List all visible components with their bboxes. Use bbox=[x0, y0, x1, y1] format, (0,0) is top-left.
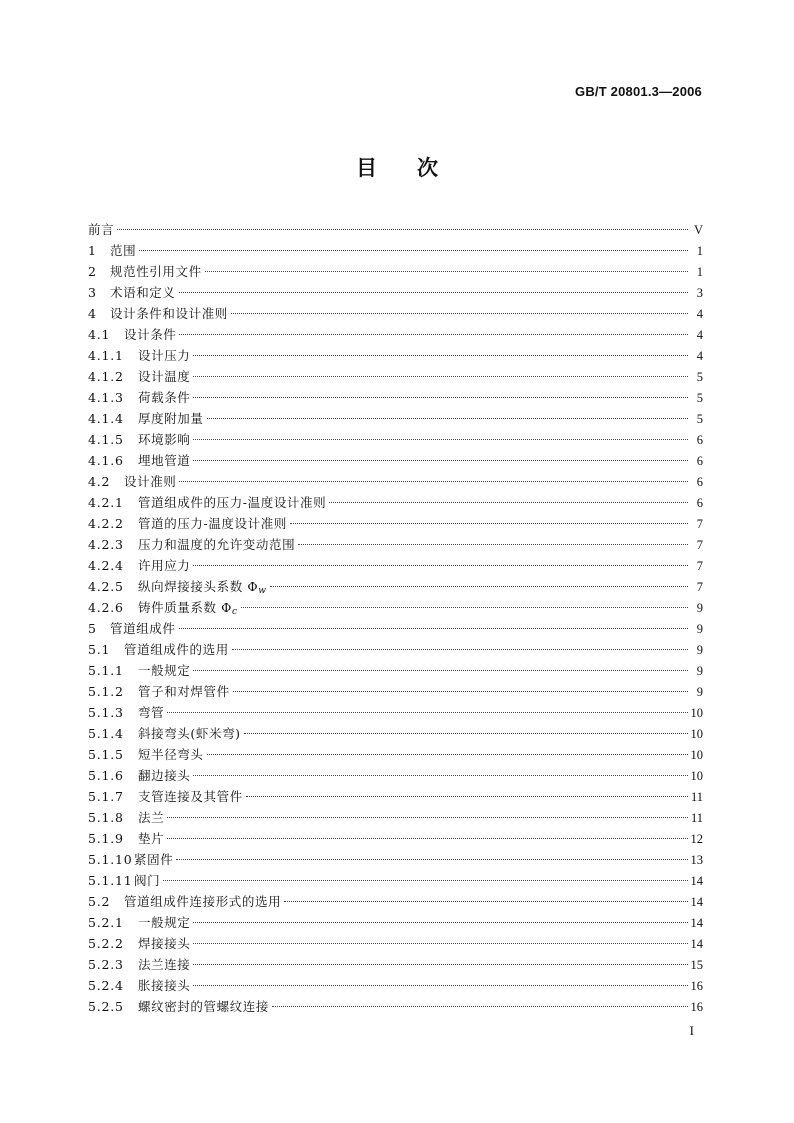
toc-entry-title-text: 埋地管道 bbox=[138, 453, 191, 468]
toc-entry-title bbox=[138, 702, 164, 723]
toc-entry-number: 4.1.1 bbox=[88, 348, 124, 363]
toc-entry-title bbox=[138, 408, 204, 429]
toc-entry[interactable] bbox=[88, 933, 703, 954]
toc-entry-title-text: 支管连接及其管件 bbox=[138, 789, 243, 804]
dot-leader bbox=[176, 859, 687, 860]
toc-entry[interactable] bbox=[88, 807, 703, 828]
dot-leader bbox=[241, 607, 688, 608]
toc-entry-title-text: 螺纹密封的管螺纹连接 bbox=[138, 999, 270, 1014]
toc-entry-title-text: 设计温度 bbox=[138, 369, 191, 384]
toc-entry-title bbox=[88, 219, 114, 240]
dot-leader bbox=[193, 985, 687, 986]
toc-entry[interactable] bbox=[88, 282, 703, 303]
toc-entry-number: 5.1.2 bbox=[88, 684, 124, 699]
toc-entry-title bbox=[110, 618, 176, 639]
dot-leader bbox=[193, 775, 687, 776]
toc-entry-title-text: 阀门 bbox=[134, 873, 161, 888]
toc-entry-title bbox=[124, 639, 229, 660]
toc-entry[interactable] bbox=[88, 450, 703, 471]
toc-entry[interactable] bbox=[88, 723, 703, 744]
toc-entry-page: 14 bbox=[690, 937, 703, 951]
toc-entry-title-text: 管道组成件的选用 bbox=[124, 642, 229, 657]
toc-entry-title-text: 斜接弯头(虾米弯) bbox=[138, 726, 241, 741]
dot-leader bbox=[232, 649, 688, 650]
table-of-contents bbox=[88, 219, 703, 1017]
dot-leader bbox=[193, 355, 688, 356]
toc-entry-title bbox=[110, 282, 176, 303]
toc-entry-page: 10 bbox=[690, 769, 703, 783]
toc-entry-page: 5 bbox=[696, 370, 703, 384]
dot-leader bbox=[193, 943, 687, 944]
toc-entry-title-text: 压力和温度的允许变动范围 bbox=[138, 537, 296, 552]
toc-entry[interactable] bbox=[88, 828, 703, 849]
dot-leader bbox=[193, 565, 688, 566]
toc-entry[interactable] bbox=[88, 261, 703, 282]
toc-entry-title-text: 术语和定义 bbox=[110, 285, 176, 300]
toc-entry-title bbox=[138, 933, 190, 954]
dot-leader bbox=[193, 922, 687, 923]
toc-entry[interactable] bbox=[88, 387, 703, 408]
toc-entry-page: V bbox=[693, 223, 703, 237]
toc-entry-title-text: 许用应力 bbox=[138, 558, 191, 573]
toc-entry[interactable] bbox=[88, 324, 703, 345]
dot-leader bbox=[179, 481, 688, 482]
toc-entry-title-text: 厚度附加量 bbox=[138, 411, 204, 426]
toc-entry-title-text: 管子和对焊管件 bbox=[138, 684, 230, 699]
toc-entry-page: 14 bbox=[690, 916, 703, 930]
toc-entry-title bbox=[124, 891, 281, 912]
toc-entry-page: 11 bbox=[690, 811, 703, 825]
toc-entry[interactable] bbox=[88, 702, 703, 723]
page-number: I bbox=[689, 1023, 694, 1038]
toc-entry-title bbox=[138, 681, 230, 702]
toc-entry-number: 5.1.10 bbox=[88, 852, 133, 867]
toc-entry-page: 14 bbox=[690, 874, 703, 888]
dot-leader bbox=[246, 796, 688, 797]
toc-entry-title bbox=[134, 849, 173, 870]
toc-entry-number: 5.1.9 bbox=[88, 831, 124, 846]
toc-entry-page: 9 bbox=[696, 601, 703, 615]
toc-entry-page: 9 bbox=[696, 643, 703, 657]
dot-leader bbox=[290, 523, 688, 524]
toc-entry-page: 10 bbox=[690, 748, 703, 762]
dot-leader bbox=[193, 964, 687, 965]
toc-entry-title-text: 前言 bbox=[88, 222, 115, 237]
toc-entry-number: 5.2 bbox=[88, 894, 111, 909]
toc-entry-page: 9 bbox=[696, 664, 703, 678]
toc-entry-number: 4.1.5 bbox=[88, 432, 124, 447]
toc-entry-title-text: 一般规定 bbox=[138, 915, 191, 930]
toc-entry-number: 5 bbox=[88, 621, 97, 636]
toc-entry-title-text: 短半径弯头 bbox=[138, 747, 204, 762]
toc-entry-page: 4 bbox=[696, 307, 703, 321]
dot-leader bbox=[284, 901, 687, 902]
toc-entry-number: 5.1.1 bbox=[88, 663, 124, 678]
toc-entry-title-text: 范围 bbox=[110, 243, 137, 258]
dot-leader bbox=[329, 502, 688, 503]
toc-entry-number: 5.1.8 bbox=[88, 810, 124, 825]
dot-leader bbox=[179, 292, 688, 293]
toc-entry[interactable] bbox=[88, 408, 703, 429]
toc-entry-number: 4.2 bbox=[88, 474, 111, 489]
toc-entry-title-text: 设计条件和设计准则 bbox=[110, 306, 228, 321]
toc-entry-page: 6 bbox=[696, 433, 703, 447]
dot-leader bbox=[298, 544, 688, 545]
dot-leader bbox=[139, 250, 688, 251]
toc-entry-title bbox=[110, 303, 228, 324]
toc-entry-title-text: 管道组成件 bbox=[110, 621, 176, 636]
toc-entry[interactable] bbox=[88, 870, 703, 891]
toc-entry-page: 16 bbox=[690, 979, 703, 993]
toc-entry[interactable] bbox=[88, 345, 703, 366]
toc-entry[interactable] bbox=[88, 744, 703, 765]
toc-entry-page: 9 bbox=[696, 685, 703, 699]
toc-entry-page: 13 bbox=[690, 853, 703, 867]
toc-entry-title bbox=[138, 366, 190, 387]
dot-leader bbox=[167, 817, 688, 818]
toc-entry-number: 5.1.3 bbox=[88, 705, 124, 720]
dot-leader bbox=[193, 397, 688, 398]
toc-entry-page: 12 bbox=[690, 832, 703, 846]
dot-leader bbox=[193, 376, 688, 377]
toc-entry-title bbox=[138, 492, 326, 513]
toc-entry-number: 3 bbox=[88, 285, 97, 300]
toc-entry-page: 4 bbox=[696, 349, 703, 363]
toc-entry[interactable] bbox=[88, 618, 703, 639]
toc-entry-number: 4.2.5 bbox=[88, 579, 124, 594]
toc-entry-number: 5.2.1 bbox=[88, 915, 124, 930]
toc-entry-number: 4.1 bbox=[88, 327, 111, 342]
toc-title: 目次 bbox=[356, 155, 478, 180]
toc-entry-title bbox=[110, 261, 202, 282]
toc-entry-title-text: 法兰连接 bbox=[138, 957, 191, 972]
toc-entry-title bbox=[124, 471, 176, 492]
toc-entry-title bbox=[124, 324, 176, 345]
toc-entry-title bbox=[134, 870, 160, 891]
toc-entry-number: 4.1.4 bbox=[88, 411, 124, 426]
toc-entry-number: 2 bbox=[88, 264, 97, 279]
toc-entry-page: 7 bbox=[696, 517, 703, 531]
toc-entry[interactable] bbox=[88, 240, 703, 261]
toc-entry-title-text: 法兰 bbox=[138, 810, 165, 825]
toc-entry-subscript: c bbox=[232, 607, 238, 617]
toc-entry-page: 10 bbox=[690, 727, 703, 741]
toc-entry-page: 7 bbox=[696, 559, 703, 573]
toc-entry-title-text: 胀接接头 bbox=[138, 978, 191, 993]
dot-leader bbox=[270, 586, 688, 587]
toc-entry-number: 5.2.5 bbox=[88, 999, 124, 1014]
toc-entry-title-text: 垫片 bbox=[138, 831, 165, 846]
toc-entry-title-text: 紧固件 bbox=[134, 852, 174, 867]
toc-entry-title-text: 翻边接头 bbox=[138, 768, 191, 783]
toc-entry-page: 15 bbox=[690, 958, 703, 972]
toc-entry[interactable] bbox=[88, 681, 703, 702]
dot-leader bbox=[207, 418, 688, 419]
toc-entry-page: 6 bbox=[696, 475, 703, 489]
dot-leader bbox=[179, 628, 688, 629]
toc-entry[interactable] bbox=[88, 219, 703, 240]
toc-entry-page: 1 bbox=[696, 265, 703, 279]
toc-entry-number: 5.1.11 bbox=[88, 873, 133, 888]
toc-entry-title-text: 弯管 bbox=[138, 705, 165, 720]
toc-entry-title bbox=[138, 450, 190, 471]
toc-entry-page: 3 bbox=[696, 286, 703, 300]
toc-entry-page: 7 bbox=[696, 538, 703, 552]
toc-entry-number: 5.1.4 bbox=[88, 726, 124, 741]
dot-leader bbox=[244, 733, 688, 734]
toc-entry-number: 1 bbox=[88, 243, 97, 258]
toc-entry-page: 1 bbox=[696, 244, 703, 258]
toc-entry-title bbox=[138, 765, 190, 786]
toc-entry[interactable] bbox=[88, 891, 703, 912]
dot-leader bbox=[231, 313, 688, 314]
toc-entry[interactable] bbox=[88, 576, 703, 597]
toc-entry-title bbox=[138, 996, 269, 1017]
toc-entry-title-text: 设计压力 bbox=[138, 348, 191, 363]
toc-entry-title-text: 管道组成件的压力-温度设计准则 bbox=[138, 495, 327, 510]
toc-entry[interactable] bbox=[88, 513, 703, 534]
toc-entry-number: 4.2.6 bbox=[88, 600, 124, 615]
document-id: GB/T 20801.3—2006 bbox=[575, 84, 702, 99]
dot-leader bbox=[233, 691, 688, 692]
toc-entry-page: 5 bbox=[696, 391, 703, 405]
toc-entry-title-text: 一般规定 bbox=[138, 663, 191, 678]
toc-entry-page: 5 bbox=[696, 412, 703, 426]
dot-leader bbox=[193, 439, 688, 440]
dot-leader bbox=[193, 460, 688, 461]
toc-entry-title bbox=[138, 828, 164, 849]
toc-entry-number: 5.1.5 bbox=[88, 747, 124, 762]
toc-entry-title-text: 管道组成件连接形式的选用 bbox=[124, 894, 282, 909]
toc-entry[interactable] bbox=[88, 660, 703, 681]
toc-entry-title bbox=[138, 912, 190, 933]
toc-entry-number: 5.2.3 bbox=[88, 957, 124, 972]
toc-entry-page: 10 bbox=[690, 706, 703, 720]
toc-entry-number: 4.1.2 bbox=[88, 369, 124, 384]
dot-leader bbox=[205, 271, 688, 272]
toc-entry-title-text: 环境影响 bbox=[138, 432, 191, 447]
toc-entry-number: 4.2.4 bbox=[88, 558, 124, 573]
dot-leader bbox=[167, 712, 687, 713]
toc-entry[interactable] bbox=[88, 786, 703, 807]
toc-entry-page: 14 bbox=[690, 895, 703, 909]
toc-entry-title-text: 设计准则 bbox=[124, 474, 177, 489]
dot-leader bbox=[179, 334, 688, 335]
toc-entry-page: 6 bbox=[696, 454, 703, 468]
toc-entry-number: 5.2.2 bbox=[88, 936, 124, 951]
toc-entry-page: 9 bbox=[696, 622, 703, 636]
toc-entry[interactable] bbox=[88, 366, 703, 387]
toc-entry[interactable] bbox=[88, 555, 703, 576]
toc-entry[interactable] bbox=[88, 303, 703, 324]
toc-entry-title bbox=[138, 975, 190, 996]
toc-entry-number: 4.1.3 bbox=[88, 390, 124, 405]
toc-entry-page: 4 bbox=[696, 328, 703, 342]
dot-leader bbox=[193, 670, 688, 671]
toc-entry-page: 7 bbox=[696, 580, 703, 594]
toc-entry[interactable] bbox=[88, 597, 703, 618]
toc-entry-title bbox=[110, 240, 136, 261]
toc-entry-title-text: 焊接接头 bbox=[138, 936, 191, 951]
toc-entry-number: 4.1.6 bbox=[88, 453, 124, 468]
toc-entry-title bbox=[138, 387, 190, 408]
toc-entry-title-text: 规范性引用文件 bbox=[110, 264, 202, 279]
toc-entry-title bbox=[138, 786, 243, 807]
toc-entry-page: 16 bbox=[690, 1000, 703, 1014]
toc-entry-title bbox=[138, 429, 190, 450]
toc-entry-subscript: w bbox=[258, 586, 267, 596]
toc-entry[interactable] bbox=[88, 534, 703, 555]
toc-entry-title-text: 荷载条件 bbox=[138, 390, 191, 405]
toc-entry[interactable] bbox=[88, 912, 703, 933]
toc-entry-title-text: 铸件质量系数 Φ bbox=[138, 600, 233, 615]
toc-entry-title bbox=[138, 954, 190, 975]
toc-entry-page: 6 bbox=[696, 496, 703, 510]
toc-entry-number: 5.1 bbox=[88, 642, 111, 657]
toc-entry[interactable] bbox=[88, 639, 703, 660]
toc-entry[interactable] bbox=[88, 492, 703, 513]
toc-entry-number: 4 bbox=[88, 306, 97, 321]
toc-entry-number: 4.2.1 bbox=[88, 495, 124, 510]
toc-entry[interactable] bbox=[88, 996, 703, 1017]
toc-entry-title bbox=[138, 744, 204, 765]
toc-entry-title bbox=[138, 345, 190, 366]
toc-entry[interactable] bbox=[88, 471, 703, 492]
toc-entry-number: 4.2.3 bbox=[88, 537, 124, 552]
toc-entry-number: 5.1.6 bbox=[88, 768, 124, 783]
toc-entry-title-text: 设计条件 bbox=[124, 327, 177, 342]
toc-entry-page: 11 bbox=[690, 790, 703, 804]
toc-entry[interactable] bbox=[88, 429, 703, 450]
toc-entry-number: 5.2.4 bbox=[88, 978, 124, 993]
toc-entry-title bbox=[138, 555, 190, 576]
toc-entry-number: 5.1.7 bbox=[88, 789, 124, 804]
toc-entry-number: 4.2.2 bbox=[88, 516, 124, 531]
dot-leader bbox=[167, 838, 687, 839]
toc-entry-title-text: 纵向焊接接头系数 Φ bbox=[138, 579, 259, 594]
dot-leader bbox=[163, 880, 687, 881]
toc-entry-title bbox=[138, 660, 190, 681]
dot-leader bbox=[117, 229, 688, 230]
toc-entry-title bbox=[138, 513, 287, 534]
dot-leader bbox=[207, 754, 688, 755]
toc-entry-title bbox=[138, 534, 295, 555]
dot-leader bbox=[272, 1006, 687, 1007]
toc-entry-title bbox=[138, 807, 164, 828]
toc-entry[interactable] bbox=[88, 975, 703, 996]
toc-entry-title-text: 管道的压力-温度设计准则 bbox=[138, 516, 287, 531]
toc-entry[interactable] bbox=[88, 849, 703, 870]
toc-entry[interactable] bbox=[88, 954, 703, 975]
toc-entry-title bbox=[138, 723, 241, 744]
toc-entry[interactable] bbox=[88, 765, 703, 786]
